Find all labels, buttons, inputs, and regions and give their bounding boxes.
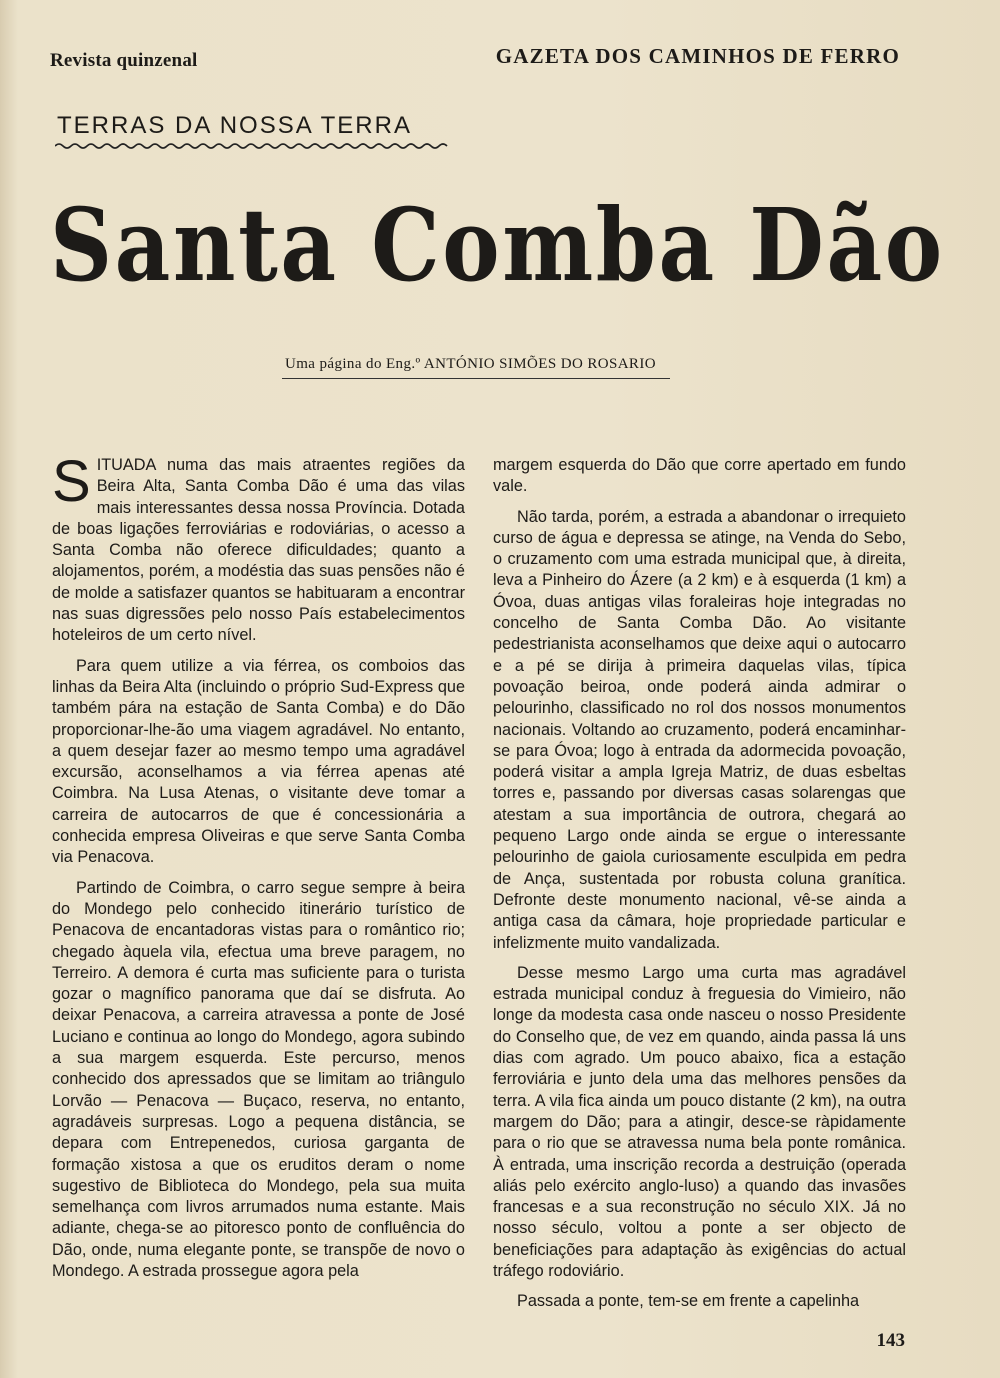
text-column-left bbox=[52, 449, 465, 1282]
paragraph: SITUADA numa das mais atraentes regiões da Beira Alta, Santa Comba Dão é uma das vilas mais interessantes dessa nossa Província. Dotada de boas ligações ferroviárias e rodoviárias, o acesso a Santa Comba não oferece dificuldades; quanto a alojamentos, porém, a modéstia das suas pensões não é de molde a satisfazer quantos se habituaram a encontrar nas suas digressões pelo nosso País estabelecimentos hoteleiros de um certo nível. bbox=[52, 449, 465, 645]
paragraph: Não tarda, porém, a estrada a abandonar o irrequieto curso de água e depressa se atinge, na Venda do Sebo, o cruzamento com uma estrada municipal que, à direita, leva a Pinheiro do Ázere (a 2 km) e à esquerda (1 km) a Óvoa, duas antigas vilas foraleiras hoje integradas no concelho de Santa Comba Dão. Ao visitante pedestrianista aconselhamos que deixe aqui o autocarro e a pé se dirija à primeira daquelas vilas, típica povoação beiroa, onde poderá ainda admirar o pelourinho, classificado no rol dos nossos monumentos nacionais. Voltando ao cruzamento, poderá encaminhar-se para Óvoa; logo à entrada da adormecida povoação, poderá visitar a ampla Igreja Matriz, de duas esbeltas torres e, passando por diversas casas solarengas que atestam a sua importância de outrora, chegará ao pequeno Largo onde ainda se ergue o interessante pelourinho de gaiola curiosamente esculpida em pedra de Ança, sustentada por robusta coluna granítica. Defronte deste monumento nacional, vê-se ainda a antiga casa da câmara, hoje propriedade particular e infelizmente muito vandalizada. bbox=[493, 507, 906, 952]
masthead-publication: GAZETA DOS CAMINHOS DE FERRO bbox=[495, 44, 900, 68]
paragraph: margem esquerda do Dão que corre apertado em fundo vale. bbox=[493, 456, 906, 496]
paragraph: Partindo de Coimbra, o carro segue sempre à beira do Mondego pelo conhecido itinerário turístico de Penacova de encantadoras vistas para o romântico rio; chegado àquela vila, efectua uma breve paragem, no Terreiro. A demora é curta mas suficiente para o turista gozar o magnífico panorama que daí se disfruta. Ao deixar Penacova, a carreira atravessa a ponte de José Luciano e continua ao longo do Mondego, agora subindo a sua margem esquerda. Este percurso, menos conhecido dos apressados que se limitam ao triângulo Lorvão — Penacova — Buçaco, reserva, no entanto, agradáveis surpresas. Logo a pequena distância, se depara com Entrepenedos, curiosa garganta de formação xistosa a que os eruditos deram o nome sugestivo de Biblioteca do Mondego, pela sua muita semelhança com livros arrumados numa estante. Mais adiante, chega-se ao pitoresco ponto de confluência do Dão, onde, numa elegante ponte, se transpõe de novo o Mondego. A estrada prossegue agora pela bbox=[52, 878, 465, 1280]
text-column-right bbox=[493, 455, 906, 1313]
page-number: 143 bbox=[876, 1330, 905, 1351]
paragraph: Para quem utilize a via férrea, os comboios das linhas da Beira Alta (incluindo o próprio Sud-Express que também pára na estação de Santa Comba) e do Dão proporcionar-lhe-ão uma viagem agradável. No entanto, a quem desejar fazer ao mesmo tempo uma agradável excursão, aconselhamos a via férrea apenas até Coimbra. Na Lusa Atenas, o visitante deve tomar a carreira de autocarros de que é concessionária a conhecida empresa Oliveiras e que serve Santa Comba via Penacova. bbox=[52, 656, 465, 867]
kicker-wavy-underline bbox=[55, 142, 450, 150]
masthead-frequency: Revista quinzenal bbox=[50, 50, 198, 71]
article-byline: Uma página do Eng.º ANTÓNIO SIMÕES DO ROSARIO bbox=[285, 356, 656, 372]
drop-cap: S bbox=[52, 449, 91, 514]
article-title: Santa Comba Dão bbox=[50, 186, 945, 304]
byline-rule bbox=[282, 378, 670, 379]
paragraph: Passada a ponte, tem-se em frente a capelinha bbox=[517, 1292, 860, 1311]
paragraph: Desse mesmo Largo uma curta mas agradável estrada municipal conduz à freguesia do Vimieiro, não longe da modesta casa onde nasceu o nosso Presidente do Conselho que, de vez em quando, ainda passa lá uns dias com agrado. Um pouco abaixo, fica a estação ferroviária e junto dela uma das melhores pensões da terra. A vila fica ainda um pouco distante (2 km), na outra margem do Dão; para a atingir, desce-se ràpidamente para o rio que se atravessa numa bela ponte românica. À entrada, uma inscrição recorda a destruição (operada aliás pelo exército anglo-luso) a quando das invasões francesas e a sua reconstrução no século XIX. Já no nosso século, voltou a ponte a ser objecto de beneficiações para adaptação às exigências do actual tráfego rodoviário. bbox=[493, 963, 906, 1280]
section-kicker: TERRAS DA NOSSA TERRA bbox=[57, 112, 412, 139]
